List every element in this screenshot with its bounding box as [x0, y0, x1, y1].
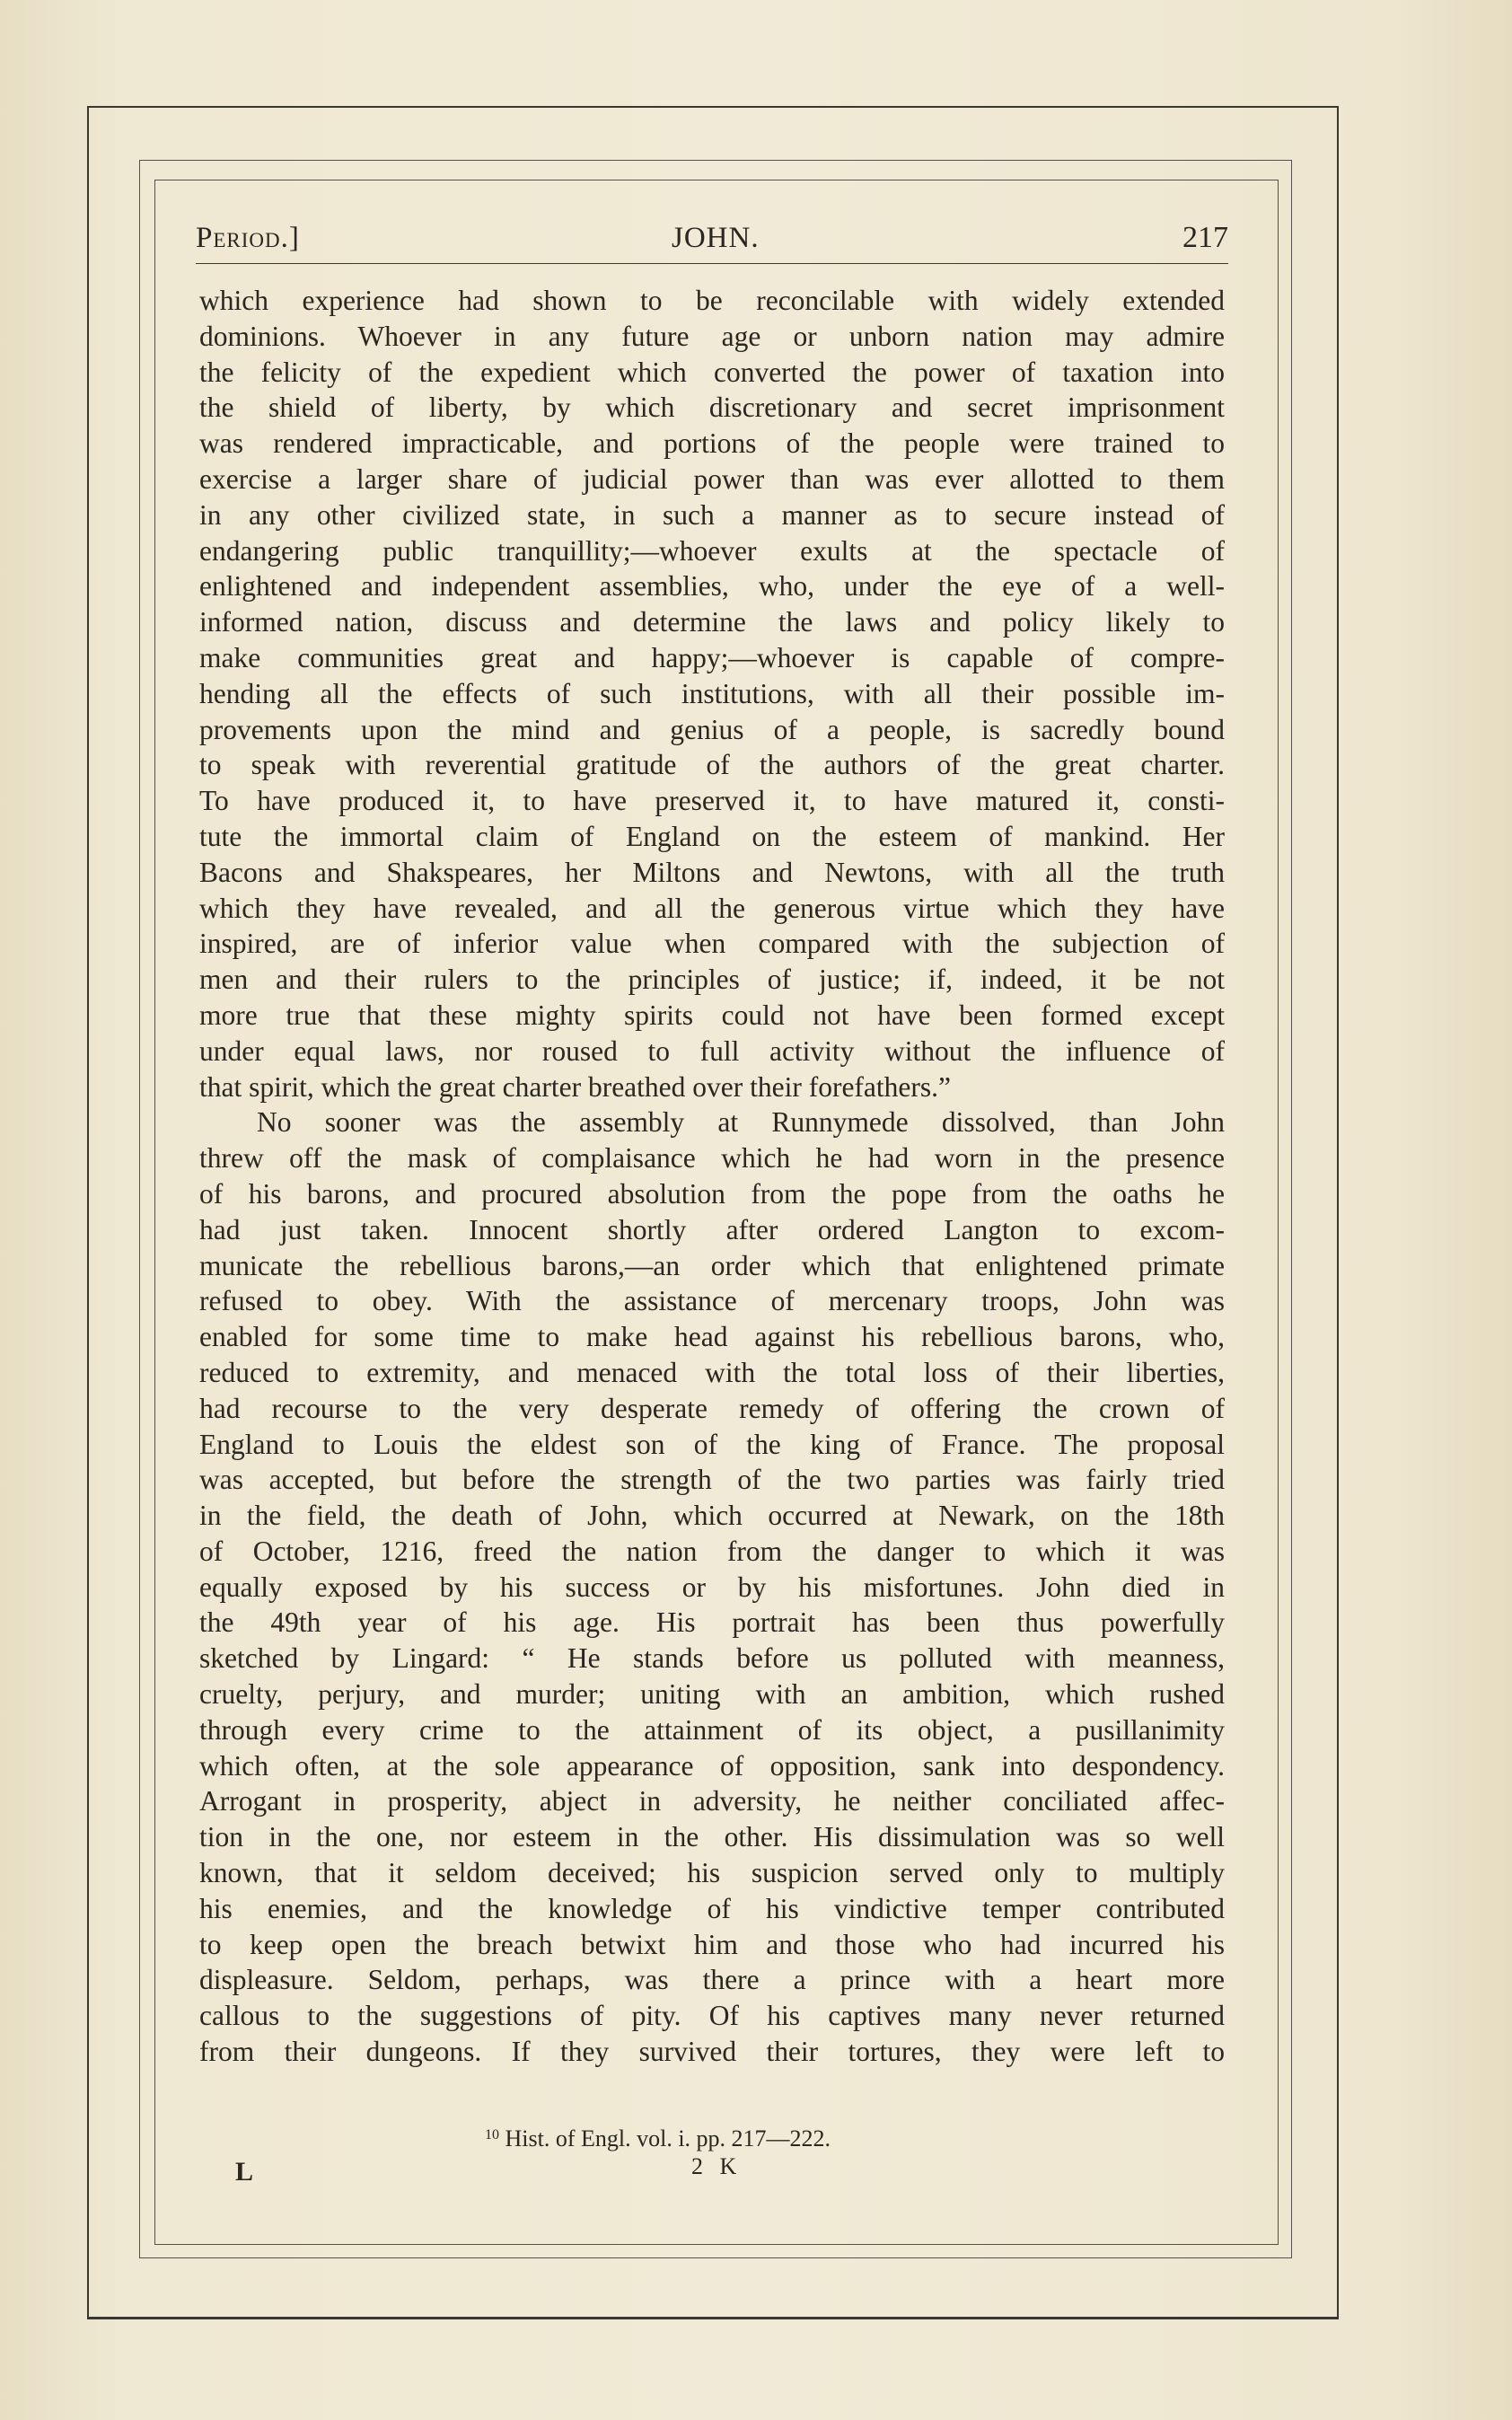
text-line: in the field, the death of John, which occurred at Newark, on the 18th [199, 1500, 1225, 1532]
text-line: the shield of liberty, by which discretionary and secret imprisonment [199, 392, 1225, 424]
text-line: the 49th year of his age. His portrait has been thus powerfully [199, 1606, 1225, 1639]
text-line: cruelty, perjury, and murder; uniting with an ambition, which rushed [199, 1678, 1225, 1711]
header-rule [196, 263, 1228, 264]
text-line: sketched by Lingard: “ He stands before us polluted with meanness, [199, 1642, 1225, 1675]
text-line: threw off the mask of complaisance which he had worn in the presence [199, 1142, 1225, 1175]
text-line: refused to obey. With the assistance of mercenary troops, John was [199, 1285, 1225, 1317]
text-line: hending all the effects of such institutions, with all their possible im- [199, 677, 1225, 709]
text-line: exercise a larger share of judicial power than was ever allotted to them [199, 462, 1225, 495]
footnote-text: Hist. of Engl. vol. i. pp. 217—222. [505, 2125, 831, 2152]
text-line: men and their rulers to the principles of justice; if, indeed, it be not [199, 964, 1225, 996]
text-line: to speak with reverential gratitude of the authors of the great charter. [199, 749, 1225, 781]
text-line: known, that it seldom deceived; his suspicion served only to multiply [199, 1857, 1225, 1889]
text-line: informed nation, discuss and determine the laws and policy likely to [199, 606, 1225, 638]
text-line: enabled for some time to make head against his rebellious barons, who, [199, 1321, 1225, 1353]
text-line: which experience had shown to be reconcilable with widely extended [199, 285, 1225, 316]
text-line: that spirit, which the great charter breathed over their forefathers.” [199, 1070, 951, 1103]
text-line: which often, at the sole appearance of opposition, sank into despondency. [199, 1749, 1225, 1782]
text-line: enlightened and independent assemblies, who, under the eye of a well- [199, 570, 1225, 603]
text-line: equally exposed by his success or by his misfortunes. John died in [199, 1571, 1225, 1603]
text-line: dominions. Whoever in any future age or unborn nation may admire [199, 320, 1225, 352]
text-line: of October, 1216, freed the nation from the danger to which it was [199, 1535, 1225, 1567]
text-line: through every crime to the attainment of its object, a pusillanimity [199, 1713, 1225, 1746]
text-line: under equal laws, nor roused to full activity without the influence of [199, 1034, 1225, 1067]
body-text [199, 283, 1225, 2070]
footnote [485, 2124, 1024, 2154]
running-header [196, 217, 1228, 259]
header-period: Period.] [196, 222, 300, 254]
text-line: England to Louis the eldest son of the king of France. The proposal [199, 1428, 1225, 1460]
text-line: tute the immortal claim of England on the esteem of mankind. Her [199, 820, 1225, 852]
text-line: had just taken. Innocent shortly after ordered Langton to excom- [199, 1213, 1225, 1245]
text-line: which they have revealed, and all the generous virtue which they have [199, 892, 1225, 924]
text-line: in any other civilized state, in such a manner as to secure instead of [199, 498, 1225, 531]
text-line: No sooner was the assembly at Runnymede dissolved, than John [257, 1106, 1225, 1139]
text-line: municate the rebellious barons,—an order which that enlightened primate [199, 1249, 1225, 1281]
signature-mark-left: L [235, 2157, 254, 2187]
signature-mark-center: 2 K [691, 2153, 743, 2179]
footnote-marker: 10 [485, 2127, 499, 2143]
text-line: endangering public tranquillity;—whoever exults at the spectacle of [199, 534, 1225, 567]
text-line: Bacons and Shakspeares, her Miltons and Newtons, with all the truth [199, 856, 1225, 888]
text-line: to keep open the breach betwixt him and those who had incurred his [199, 1928, 1225, 1960]
text-line: To have produced it, to have preserved it, to have matured it, consti- [199, 785, 1225, 817]
text-line: the felicity of the expedient which converted the power of taxation into [199, 356, 1225, 388]
text-line: reduced to extremity, and menaced with the total loss of their liberties, [199, 1356, 1225, 1388]
text-line: from their dungeons. If they survived their tortures, they were left to [199, 2036, 1225, 2068]
text-line: more true that these mighty spirits could not have been formed except [199, 999, 1225, 1031]
text-line: of his barons, and procured absolution from the pope from the oaths he [199, 1177, 1225, 1210]
text-line: inspired, are of inferior value when compared with the subjection of [199, 928, 1225, 960]
text-line: provements upon the mind and genius of a people, is sacredly bound [199, 713, 1225, 745]
text-line: displeasure. Seldom, perhaps, was there a prince with a heart more [199, 1964, 1225, 1996]
page-number: 217 [1182, 221, 1228, 254]
text-line: tion in the one, nor esteem in the other. His dissimulation was so well [199, 1821, 1225, 1853]
text-line: had recourse to the very desperate remedy of offering the crown of [199, 1392, 1225, 1424]
text-line: was rendered impracticable, and portions of the people were trained to [199, 427, 1225, 460]
text-line: Arrogant in prosperity, abject in adversity, he neither conciliated affec- [199, 1785, 1225, 1817]
text-line: callous to the suggestions of pity. Of his captives many never returned [199, 2000, 1225, 2032]
text-line: his enemies, and the knowledge of his vindictive temper contributed [199, 1892, 1225, 1924]
text-line: was accepted, but before the strength of the two parties was fairly tried [199, 1464, 1225, 1496]
header-title: JOHN. [672, 222, 760, 254]
text-line: make communities great and happy;—whoever is capable of compre- [199, 641, 1225, 673]
